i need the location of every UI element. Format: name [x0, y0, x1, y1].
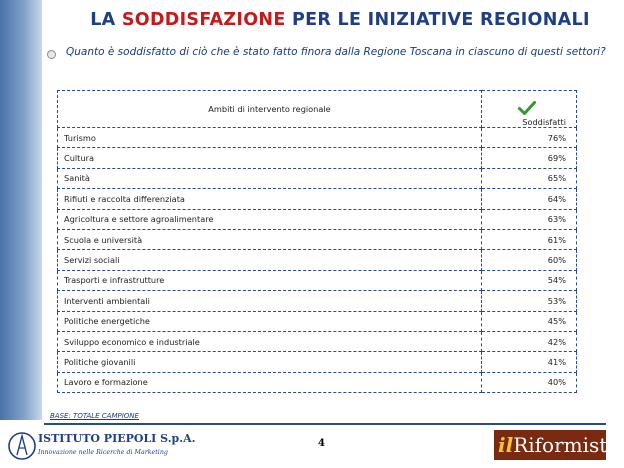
row-value: 41%	[482, 352, 577, 372]
row-label: Servizi sociali	[58, 250, 482, 270]
row-value: 45%	[482, 311, 577, 331]
row-label: Scuola e università	[58, 229, 482, 249]
satisfaction-table	[57, 90, 577, 393]
table-row	[58, 168, 577, 188]
row-value: 69%	[482, 148, 577, 168]
left-decorative-sidebar	[0, 0, 42, 420]
footer-brand: ISTITUTO PIEPOLI S.p.A.	[38, 432, 196, 445]
row-value: 60%	[482, 250, 577, 270]
riformista-logo-name: Riformista	[513, 433, 620, 457]
row-value: 63%	[482, 209, 577, 229]
footer-tagline: Innovazione nelle Ricerche di Marketing	[38, 449, 168, 456]
circle-bullet-icon	[47, 50, 56, 59]
row-value: 76%	[482, 128, 577, 148]
row-label: Cultura	[58, 148, 482, 168]
row-value: 65%	[482, 168, 577, 188]
riformista-logo	[494, 430, 620, 460]
row-label: Trasporti e infrastrutture	[58, 270, 482, 290]
row-label: Agricoltura e settore agroalimentare	[58, 209, 482, 229]
table-row	[58, 250, 577, 270]
row-label: Sviluppo economico e industriale	[58, 331, 482, 351]
footer-divider	[44, 423, 606, 425]
row-label: Rifiuti e raccolta differenziata	[58, 189, 482, 209]
table-row	[58, 209, 577, 229]
page-number: 4	[318, 438, 325, 449]
row-label: Turismo	[58, 128, 482, 148]
row-value: 54%	[482, 270, 577, 290]
row-label: Lavoro e formazione	[58, 372, 482, 392]
title-part2: PER LE INIZIATIVE REGIONALI	[285, 10, 590, 30]
row-label: Sanità	[58, 168, 482, 188]
row-value: 64%	[482, 189, 577, 209]
row-value: 53%	[482, 291, 577, 311]
table-row	[58, 229, 577, 249]
header-value-cell	[482, 91, 577, 128]
title-highlight: SODDISFAZIONE	[121, 10, 286, 30]
table-row	[58, 311, 577, 331]
base-note: BASE: TOTALE CAMPIONE	[50, 412, 139, 420]
header-value: Soddisfatti	[522, 117, 566, 127]
table-row	[58, 291, 577, 311]
table-row	[58, 270, 577, 290]
row-label: Interventi ambientali	[58, 291, 482, 311]
row-value: 61%	[482, 229, 577, 249]
table-row	[58, 128, 577, 148]
row-label: Politiche giovanili	[58, 352, 482, 372]
table-row	[58, 148, 577, 168]
check-icon	[518, 101, 536, 115]
title-part1: LA	[90, 10, 122, 30]
page-title	[70, 10, 610, 30]
row-value: 40%	[482, 372, 577, 392]
header-category: Ambiti di intervento regionale	[58, 91, 482, 128]
table-row	[58, 189, 577, 209]
table-row	[58, 331, 577, 351]
row-value: 42%	[482, 331, 577, 351]
survey-question: Quanto è soddisfatto di ciò che è stato fatto finora dalla Regione Toscana in ciascuno di questi settori?	[66, 46, 606, 58]
table-header-row	[58, 91, 577, 128]
table-row	[58, 352, 577, 372]
row-label: Politiche energetiche	[58, 311, 482, 331]
table-row	[58, 372, 577, 392]
riformista-logo-il: il	[498, 433, 514, 457]
